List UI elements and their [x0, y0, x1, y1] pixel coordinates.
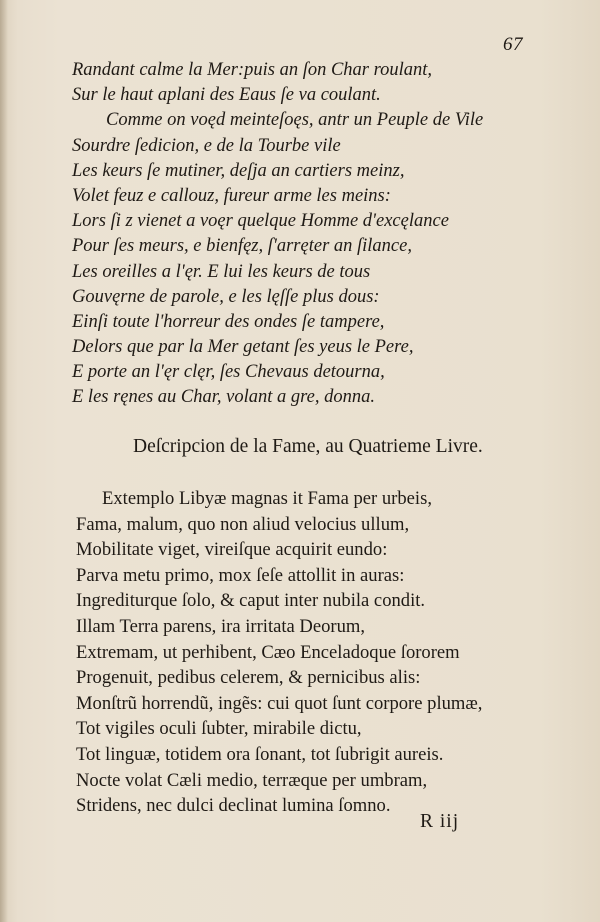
latin-verse-line: Fama, malum, quo non aliud velocius ullum, — [76, 513, 410, 535]
latin-verse-block — [76, 486, 536, 819]
latin-verse-line: Ingrediturque ſolo, & caput inter nubila condit. — [76, 590, 426, 612]
french-verse-line: Delors que par la Mer getant ſes yeus le Pere, — [72, 337, 414, 358]
section-heading: Deſcripcion de la Fame, au Quatrieme Livre. — [133, 436, 483, 457]
latin-verse-line: Illam Terra parens, ira irritata Deorum, — [76, 615, 366, 637]
french-verse-line: Sur le haut aplani des Eaus ſe va coulant. — [72, 85, 381, 106]
french-verse-line: E les ręnes au Char, volant a gre, donna. — [72, 387, 376, 408]
latin-verse-line: Tot vigiles oculi ſubter, mirabile dictu, — [76, 718, 362, 740]
signature-mark: R iij — [420, 811, 460, 832]
latin-verse-line: Tot linguæ, totidem ora ſonant, tot ſubrigit aureis. — [76, 743, 444, 765]
binding-gutter — [0, 0, 8, 922]
french-verse-line: Sourdre ſedicion, e de la Tourbe vile — [72, 135, 341, 156]
latin-verse-line: Extemplo Libyæ magnas it Fama per urbeis, — [102, 488, 432, 509]
latin-verse-line: Extremam, ut perhibent, Cæo Enceladoque ſororem — [76, 641, 460, 663]
french-verse-block — [72, 58, 512, 411]
latin-verse-line: Progenuit, pedibus celerem, & pernicibus alis: — [76, 667, 421, 689]
latin-verse-line: Monſtrũ horrendũ, ingẽs: cui quot ſunt corpore plumæ, — [76, 692, 483, 714]
french-verse-line: Gouvęrne de parole, e les lęſſe plus dous: — [72, 286, 380, 307]
french-verse-line: Les keurs ſe mutiner, deſja an cartiers meinz, — [72, 160, 405, 181]
french-verse-line: Pour ſes meurs, e bienfęz, ſ'arręter an ſilance, — [72, 236, 412, 257]
latin-verse-line: Mobilitate viget, vireiſque acquirit eundo: — [76, 539, 388, 561]
french-verse-line: E porte an l'ęr clęr, ſes Chevaus detourna, — [72, 362, 385, 383]
latin-verse-line: Nocte volat Cæli medio, terræque per umbram, — [76, 769, 428, 791]
french-verse-line: Comme on voęd meinteſoęs, antr un Peuple de Vile — [106, 110, 484, 131]
latin-verse-line: Stridens, nec dulci declinat lumina ſomno. — [76, 795, 391, 817]
french-verse-line: Lors ſi z vienet a voęr quelque Homme d'excęlance — [72, 211, 449, 232]
french-verse-line: Volet feuz e callouz, fureur arme les meins: — [72, 185, 391, 206]
french-verse-line: Les oreilles a l'ęr. E lui les keurs de tous — [72, 261, 371, 282]
latin-verse-line: Parva metu primo, mox ſeſe attollit in auras: — [76, 564, 405, 586]
page-number: 67 — [503, 34, 523, 55]
french-verse-line: Randant calme la Mer:puis an ſon Char roulant, — [72, 60, 433, 80]
french-verse-line: Einſi toute l'horreur des ondes ſe tampere, — [72, 311, 385, 332]
